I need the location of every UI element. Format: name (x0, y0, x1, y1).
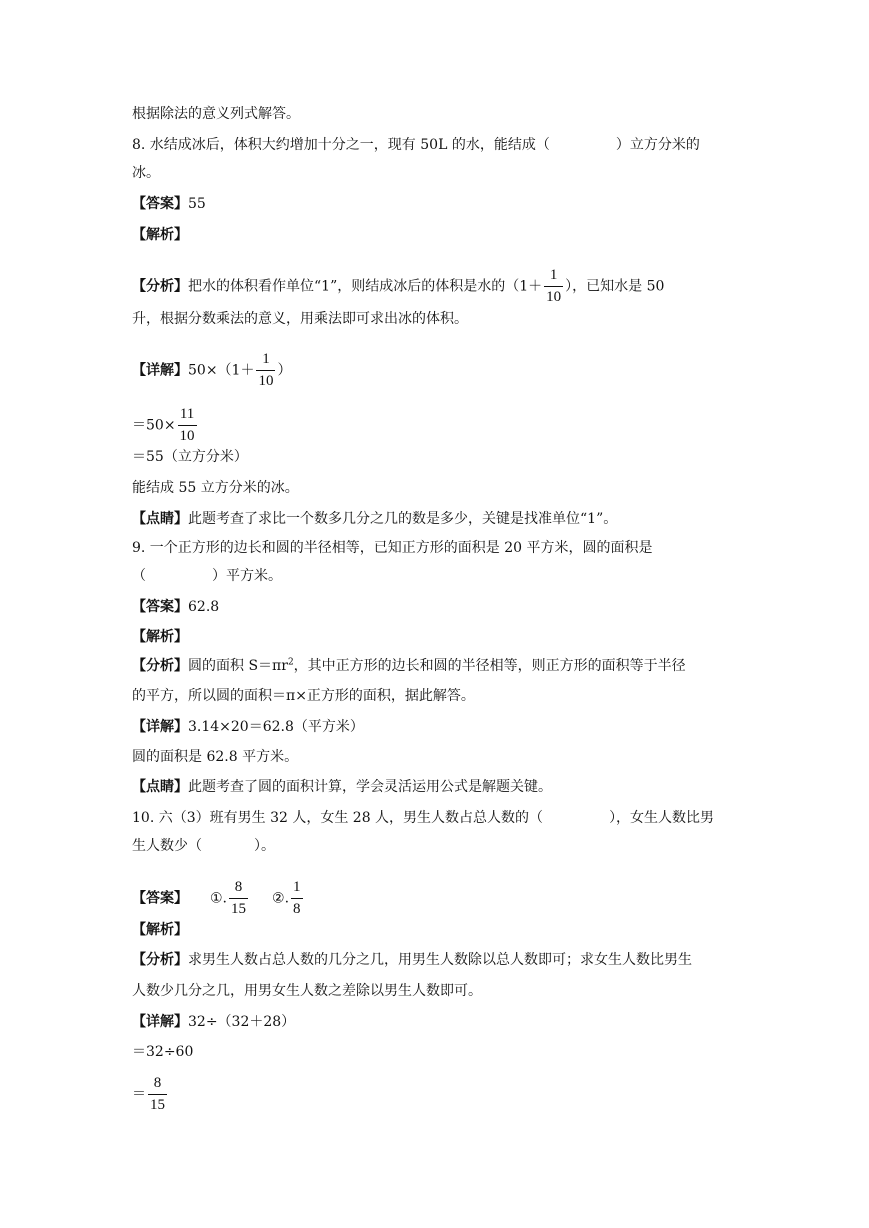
solution-label: 【详解】 (132, 1014, 188, 1030)
analysis-heading (132, 225, 742, 245)
question-10 (132, 808, 742, 828)
question-text: ）。 (254, 838, 275, 854)
text: 圆的面积是 62.8 平方米。 (132, 749, 299, 765)
solution-step (132, 747, 742, 767)
text: ＝ (132, 1086, 146, 1103)
reasoning-label: 【分析】 (132, 952, 188, 968)
text: 把水的体积看作单位“1”，则结成冰后的体积是水的（1＋ (188, 278, 543, 295)
text: 3.14×20＝62.8（平方米） (188, 719, 364, 735)
text: 人数少几分之几，用男女生人数之差除以男生人数即可。 (132, 983, 482, 999)
text: ），已知水是 50 (565, 278, 665, 295)
fraction-numerator: 1 (549, 267, 558, 283)
reasoning-line-cont (132, 309, 742, 329)
reasoning-label: 【分析】 (132, 278, 188, 295)
reasoning-line (132, 266, 742, 307)
question-9-cont (132, 566, 742, 586)
fraction-numerator: 1 (262, 351, 270, 367)
fraction-denominator: 10 (256, 370, 275, 391)
solution-line (132, 1012, 742, 1032)
comment-label: 【点睛】 (132, 511, 188, 527)
reasoning-line-cont (132, 686, 742, 706)
fraction-denominator: 15 (148, 1094, 167, 1115)
solution-line (132, 717, 742, 737)
fraction (544, 266, 563, 307)
text: 求男生人数占总人数的几分之几，用男生人数除以总人数即可；求女生人数比男生 (188, 952, 692, 968)
question-text: 9. 一个正方形的边长和圆的半径相等，已知正方形的面积是 20 平方米，圆的面积是 (132, 540, 653, 556)
question-text: 10. 六（3）班有男生 32 人，女生 28 人，男生人数占总人数的（ (132, 810, 544, 826)
fraction-numerator: 8 (234, 879, 243, 895)
solution-step (132, 1042, 742, 1062)
text: ） (277, 362, 292, 379)
fraction (256, 350, 275, 391)
question-9 (132, 538, 742, 558)
solution-line (132, 350, 742, 391)
answer-label: 【答案】 (132, 599, 188, 615)
question-text: 生人数少（ (132, 838, 202, 854)
question-text: ）立方分米的 (615, 137, 700, 153)
analysis-heading (132, 627, 742, 647)
text: 升，根据分数乘法的意义，用乘法即可求出冰的体积。 (132, 311, 468, 327)
fraction-denominator: 8 (291, 898, 303, 919)
answer-label: 【答案】 (132, 196, 188, 212)
text: 此题考查了圆的面积计算，学会灵活运用公式是解题关键。 (188, 779, 552, 795)
reasoning-line (132, 950, 742, 970)
text: 圆的面积 S＝πr (188, 658, 288, 674)
answer-line (132, 878, 742, 919)
fraction-numerator: 11 (179, 406, 195, 422)
answer-label: 【答案】 (132, 890, 188, 907)
text: ，其中正方形的边长和圆的半径相等，则正方形的面积等于半径 (293, 658, 686, 674)
fraction (229, 878, 248, 919)
text: ＝32÷60 (132, 1044, 194, 1060)
analysis-heading (132, 920, 742, 940)
comment-line (132, 509, 742, 529)
text: ＝50× (132, 417, 176, 434)
text: 50×（1＋ (188, 362, 255, 379)
solution-label: 【详解】 (132, 362, 188, 379)
question-8-cont (132, 163, 742, 183)
question-8 (132, 135, 742, 155)
text: 能结成 55 立方分米的冰。 (132, 480, 299, 496)
solution-step (132, 478, 742, 498)
analysis-label: 【解析】 (132, 629, 188, 645)
answer-marker: ②. (272, 890, 290, 907)
fraction-denominator: 10 (178, 425, 197, 446)
fraction-numerator: 1 (293, 879, 301, 895)
comment-label: 【点睛】 (132, 779, 188, 795)
fraction-denominator: 15 (229, 898, 248, 919)
comment-line (132, 777, 742, 797)
text: 的平方，所以圆的面积＝π×正方形的面积，据此解答。 (132, 688, 475, 704)
text: 32÷（32＋28） (188, 1014, 296, 1030)
question-text: 8. 水结成冰后，体积大约增加十分之一，现有 50L 的水，能结成（ (132, 137, 550, 153)
solution-step (132, 447, 742, 467)
solution-step (132, 405, 742, 446)
question-text: ），女生人数比男 (609, 810, 715, 826)
analysis-label: 【解析】 (132, 922, 188, 938)
analysis-label: 【解析】 (132, 227, 188, 243)
reasoning-line (132, 656, 742, 676)
fraction (291, 878, 303, 919)
fraction-denominator: 10 (544, 286, 563, 307)
reasoning-label: 【分析】 (132, 658, 188, 674)
answer-line (132, 597, 742, 617)
text: ＝55（立方分米） (132, 449, 248, 465)
question-text: ）平方米。 (212, 568, 282, 584)
answer-value: 55 (188, 196, 206, 212)
answer-value: 62.8 (188, 599, 220, 615)
text: 根据除法的意义列式解答。 (132, 106, 300, 122)
answer-marker: ①. (210, 890, 228, 907)
fraction-numerator: 8 (153, 1075, 162, 1091)
question-text: （ (132, 568, 146, 584)
fraction (178, 405, 197, 446)
superscript: 2 (287, 657, 294, 668)
reasoning-line-cont (132, 981, 742, 1001)
text: 此题考查了求比一个数多几分之几的数是多少，关键是找准单位“1”。 (188, 511, 618, 527)
question-10-cont (132, 836, 742, 856)
solution-label: 【详解】 (132, 719, 188, 735)
fraction (148, 1074, 167, 1115)
solution-step (132, 1074, 742, 1115)
question-text: 冰。 (132, 165, 160, 181)
text-line (132, 104, 742, 124)
answer-line (132, 194, 742, 214)
